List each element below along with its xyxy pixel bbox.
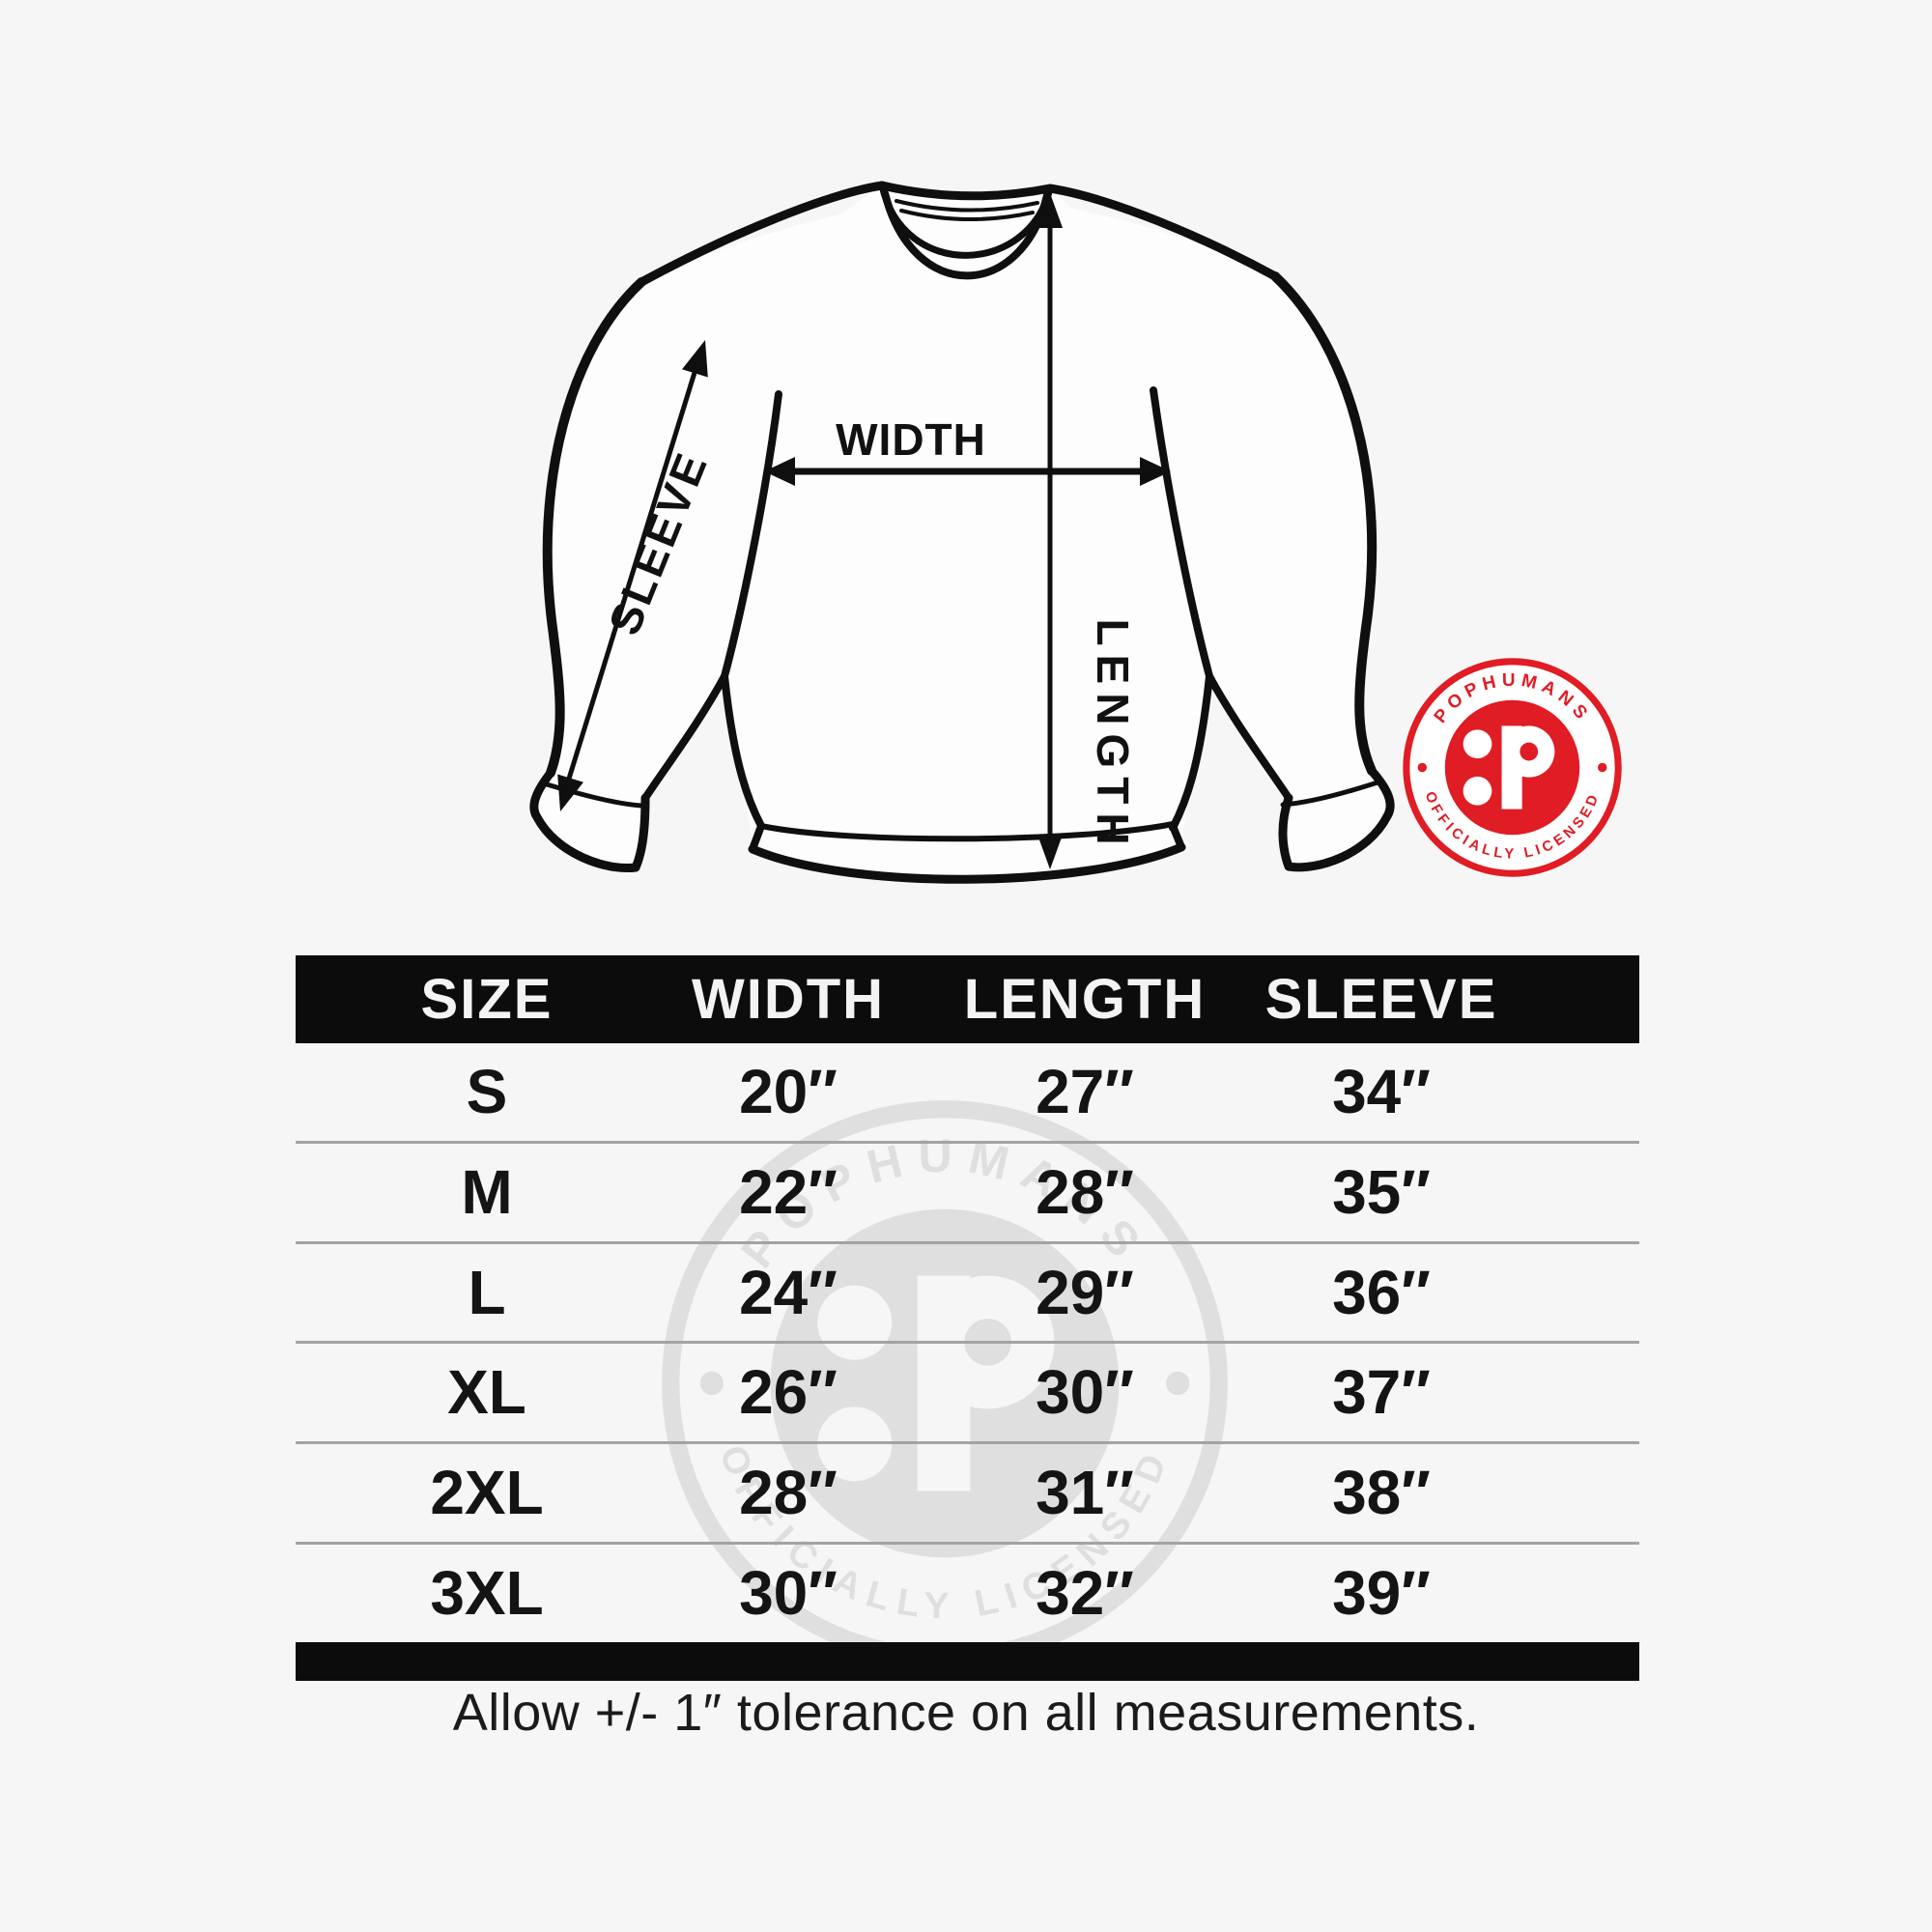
cell-sleeve: 35″ [1332, 1156, 1431, 1227]
officially-licensed-badge-icon [1399, 654, 1626, 881]
cell-sleeve: 34″ [1332, 1057, 1431, 1126]
cell-size: L [468, 1257, 506, 1327]
cell-size: M [461, 1156, 513, 1227]
table-row [296, 1043, 1639, 1141]
column-header-size: SIZE [420, 968, 554, 1031]
cell-width: 20″ [739, 1057, 838, 1126]
cell-width: 26″ [739, 1357, 838, 1428]
table-row [296, 1241, 1639, 1342]
cell-width: 30″ [739, 1557, 838, 1628]
cell-sleeve: 36″ [1332, 1257, 1431, 1327]
cell-width: 24″ [739, 1257, 838, 1327]
table-row [296, 1542, 1639, 1642]
column-header-sleeve: SLEEVE [1264, 968, 1498, 1031]
size-table [296, 955, 1639, 1681]
cell-length: 30″ [1036, 1357, 1134, 1428]
cell-length: 32″ [1036, 1557, 1134, 1628]
sweatshirt-diagram [425, 145, 1439, 976]
cell-sleeve: 37″ [1332, 1357, 1431, 1428]
cell-size: XL [447, 1357, 526, 1428]
table-row [296, 1341, 1639, 1441]
cell-size: 2XL [430, 1458, 544, 1528]
cell-length: 29″ [1036, 1257, 1134, 1327]
cell-width: 28″ [739, 1458, 838, 1528]
size-table-header [296, 955, 1639, 1043]
cell-length: 28″ [1036, 1156, 1134, 1227]
width-label: WIDTH [836, 414, 986, 465]
cell-size: S [466, 1057, 508, 1126]
cell-sleeve: 39″ [1332, 1557, 1431, 1628]
cell-sleeve: 38″ [1332, 1458, 1431, 1528]
table-bottom-bar [296, 1642, 1639, 1681]
cell-size: 3XL [430, 1557, 544, 1628]
cell-width: 22″ [739, 1156, 838, 1227]
sleeve-label: SLEEVE [598, 443, 718, 642]
tolerance-note: Allow +/- 1″ tolerance on all measurements. [452, 1684, 1480, 1742]
column-header-length: LENGTH [963, 968, 1207, 1031]
length-label: LENGTH [1088, 618, 1138, 854]
table-row [296, 1141, 1639, 1241]
column-header-width: WIDTH [691, 968, 886, 1031]
table-row [296, 1441, 1639, 1542]
cell-length: 31″ [1036, 1458, 1134, 1528]
cell-length: 27″ [1036, 1057, 1134, 1126]
